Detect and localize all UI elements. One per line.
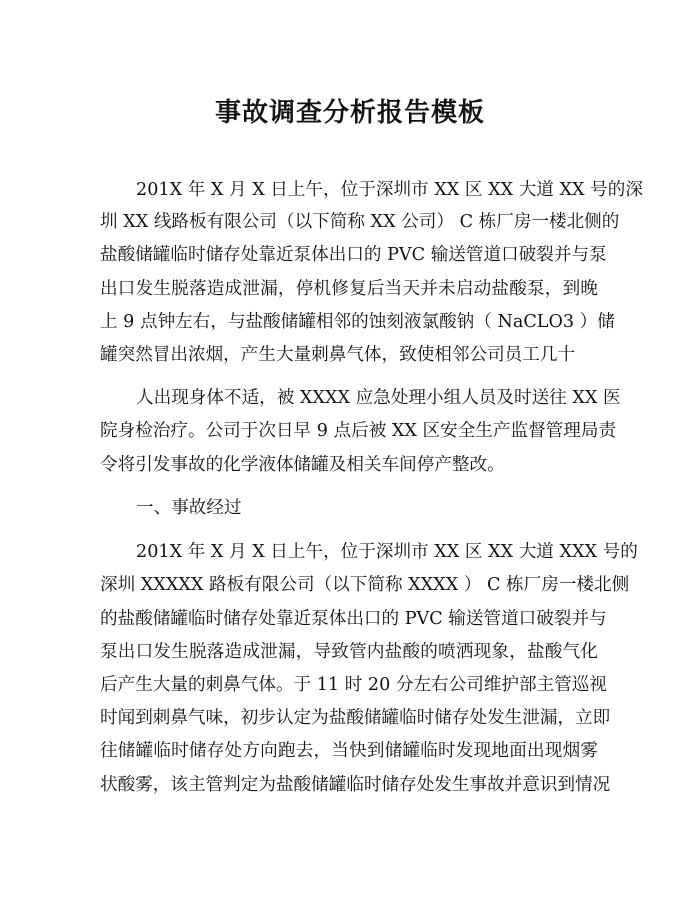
paragraph-3-line: 泵出口发生脱落造成泄漏，导致管内盐酸的喷洒现象，盐酸气化 [100,642,598,662]
paragraph-3-line: 往储罐临时储存处方向跑去，当快到储罐临时发现地面出现烟雾 [100,741,598,761]
paragraph-3-line: 201X 年 X 月 X 日上午，位于深圳市 XX 区 XX 大道 XXX 号的 [136,542,638,562]
paragraph-1-line: 出口发生脱落造成泄漏，停机修复后当天并未启动盐酸泵，到晚 [100,279,598,299]
paragraph-2-line: 人出现身体不适，被 XXXX 应急处理小组人员及时送往 XX 医 [136,388,621,408]
paragraph-1-line: 圳 XX 线路板有限公司（以下简称 XX 公司） C 栋厂房一楼北侧的 [100,212,620,232]
paragraph-2-line: 院身检治疗。公司于次日早 9 点后被 XX 区安全生产监督管理局责 [100,421,617,441]
paragraph-3-line: 时闻到刺鼻气味，初步认定为盐酸储罐临时储存处发生泄漏，立即 [100,708,611,728]
paragraph-3-line: 后产生大量的刺鼻气体。于 11 时 20 分左右公司维护部主管巡视 [100,675,607,695]
paragraph-1-line: 201X 年 X 月 X 日上午，位于深圳市 XX 区 XX 大道 XX 号的深 [136,180,643,200]
paragraph-1-line: 上 9 点钟左右，与盐酸储罐相邻的蚀刻液氯酸钠（ NaCLO3 ）储 [100,312,615,332]
document-title: 事故调查分析报告模板 [214,98,485,128]
paragraph-1-line: 盐酸储罐临时储存处靠近泵体出口的 PVC 输送管道口破裂并与泵 [100,245,607,265]
paragraph-2-line: 令将引发事故的化学液体储罐及相关车间停产整改。 [100,455,505,475]
paragraph-3-line: 深圳 XXXXX 路板有限公司（以下简称 XXXX ） C 栋厂房一楼北侧 [100,575,630,595]
paragraph-3-line: 的盐酸储罐临时储存处靠近泵体出口的 PVC 输送管道口破裂并与 [100,609,607,629]
paragraph-1-line: 罐突然冒出浓烟，产生大量刺鼻气体，致使相邻公司员工几十 [100,345,576,365]
paragraph-3-line: 状酸雾，该主管判定为盐酸储罐临时储存处发生事故并意识到情况 [100,775,611,795]
section-heading: 一、事故经过 [136,498,242,518]
